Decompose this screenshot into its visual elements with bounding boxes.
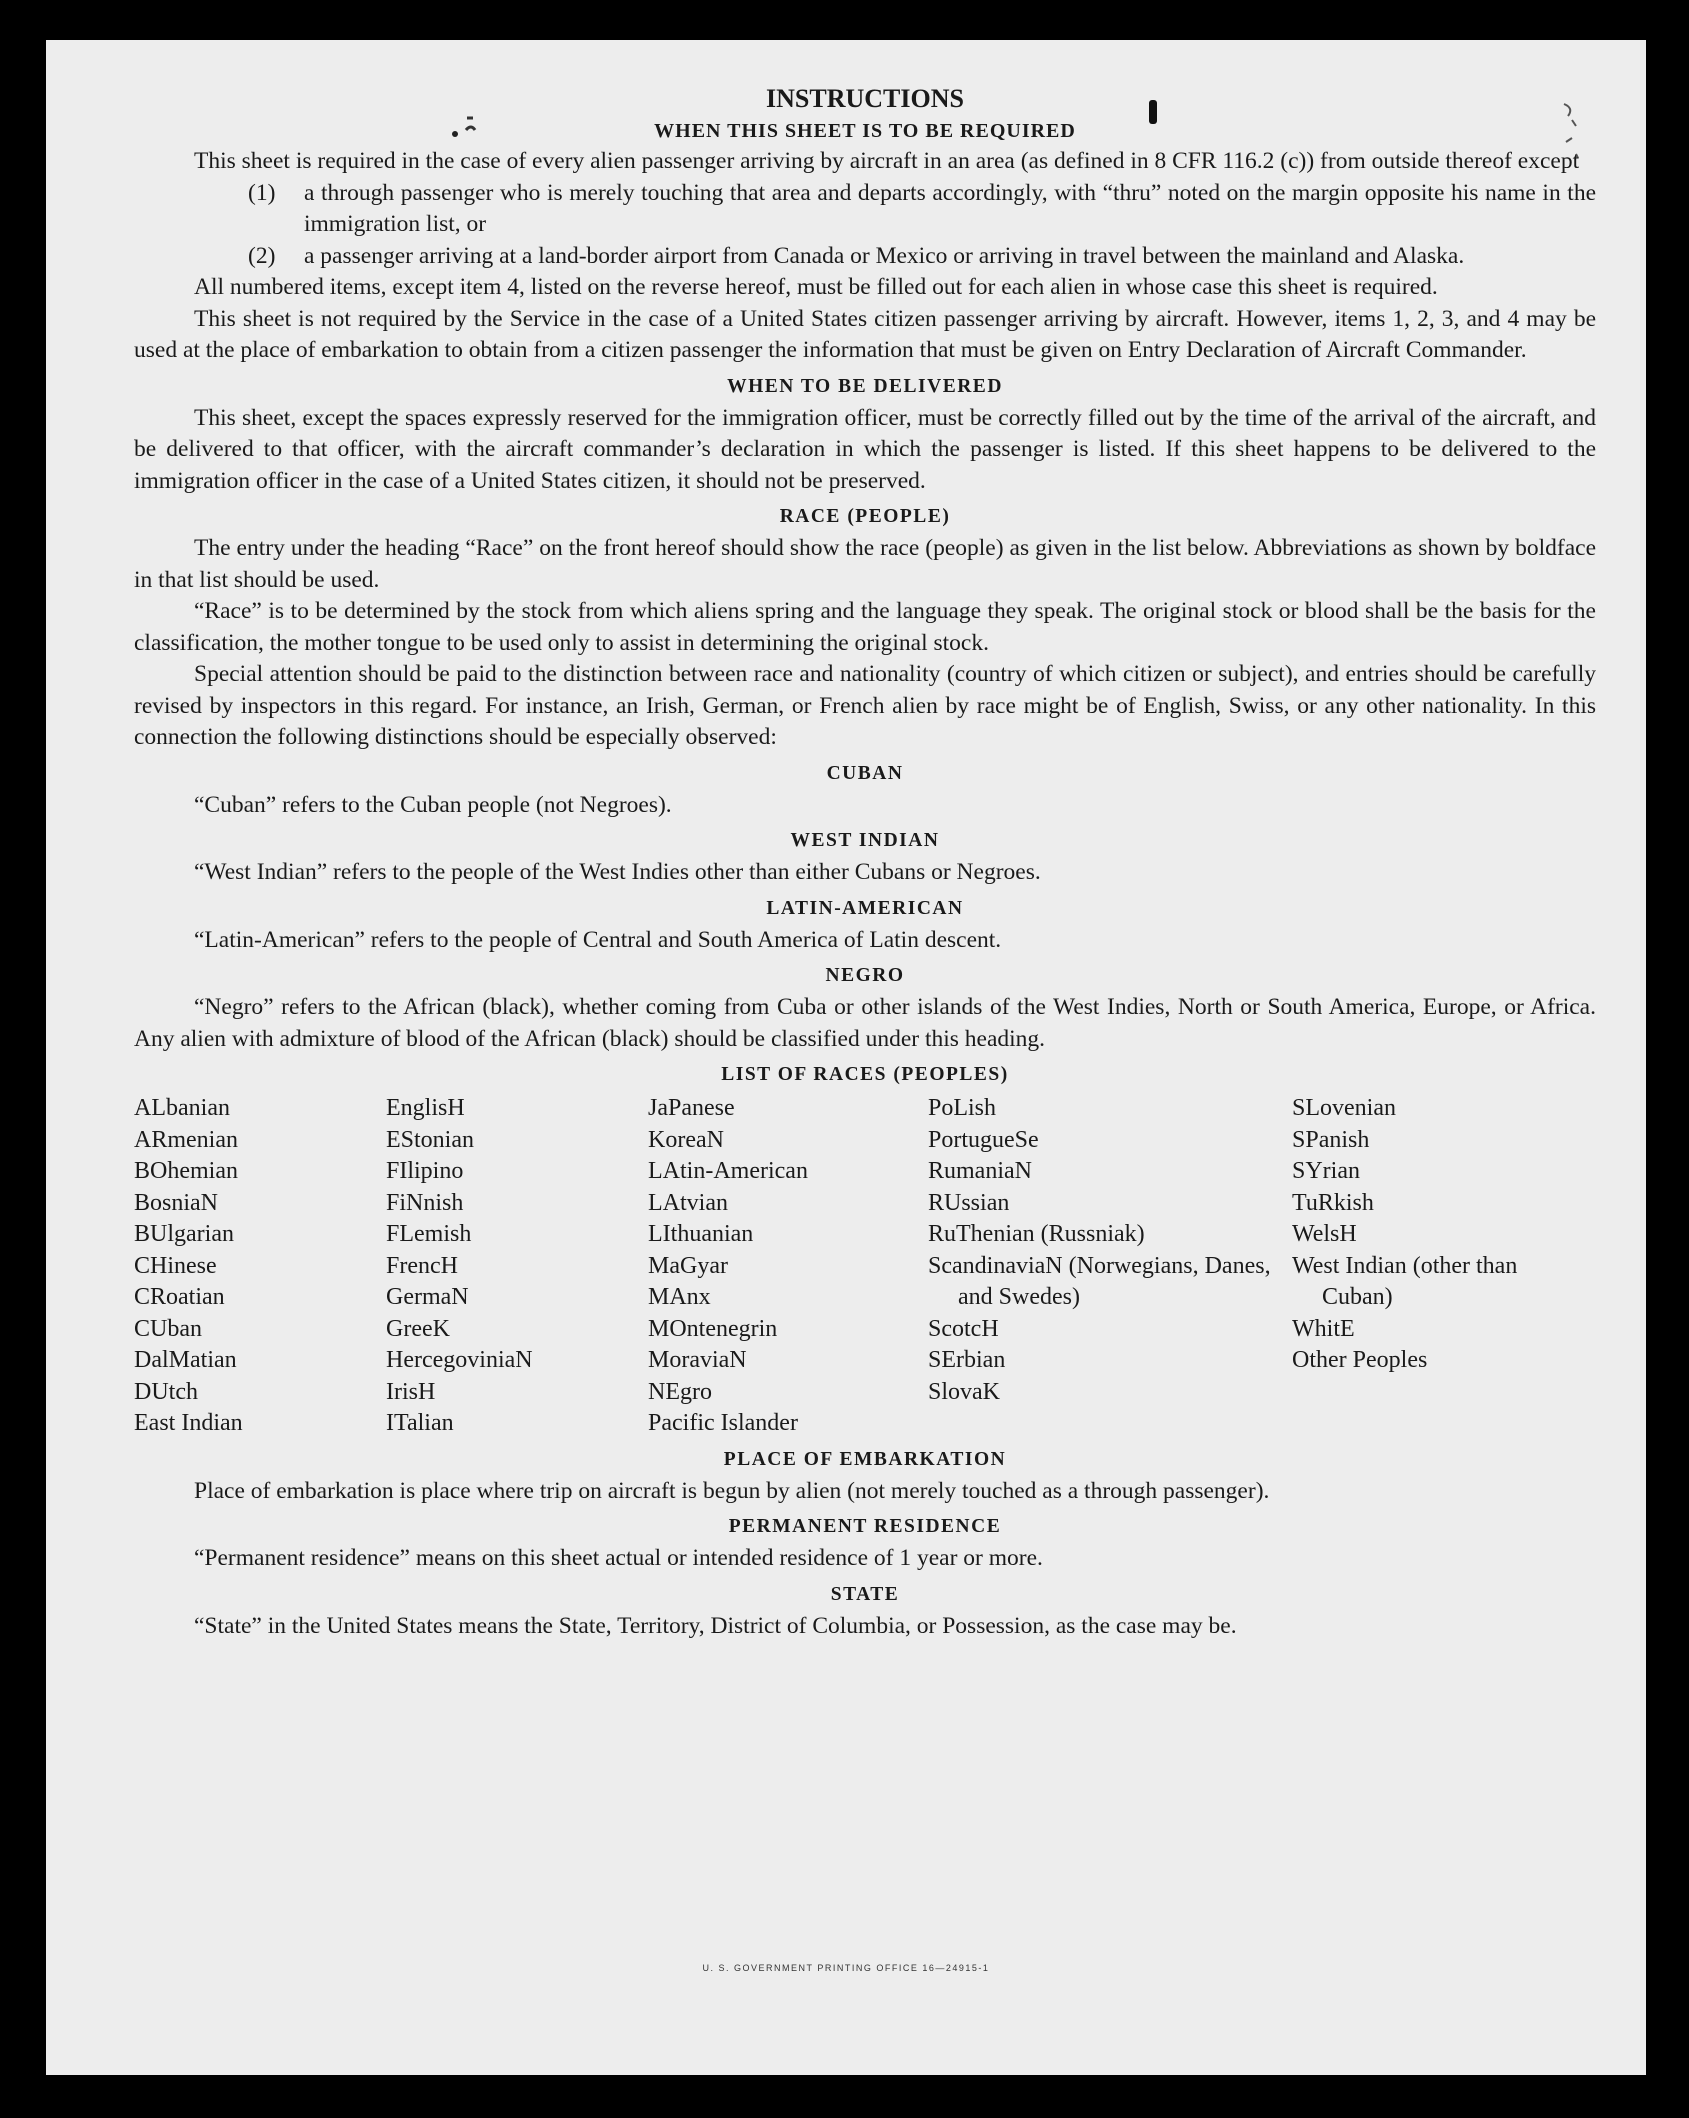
race-entry: MOntenegrin	[648, 1315, 778, 1342]
paragraph: This sheet is not required by the Service in the case of a United States citizen passenger arriving by aircraft. However, items 1, 2, 3, and 4 may be used at the place of embarkation to obtain from a citizen passenger the information that must be given on Entry Declaration of Aircraft Commander.	[134, 305, 1596, 363]
race-entry: RUssian	[928, 1189, 1010, 1216]
race-entry: WelsH	[1292, 1221, 1357, 1247]
race-entry: ITalian	[386, 1410, 454, 1436]
race-entry: PortugueSe	[928, 1126, 1039, 1153]
race-entry: SErbian	[928, 1347, 1006, 1373]
section-heading-west-indian: WEST INDIAN	[790, 830, 940, 851]
paragraph: “Race” is to be determined by the stock from which aliens spring and the language they speak. The original stock or blood shall be the basis for the classification, the mother tongue to be used only to assist in determining the original stock.	[134, 598, 1596, 656]
item-text: a through passenger who is merely touching that area and departs accordingly, with “thru” noted on the margin opposite his name in the immigration list, or	[304, 179, 1596, 237]
paragraph: Place of embarkation is place where trip on aircraft is begun by alien (not merely touched as a through passenger).	[194, 1477, 1270, 1504]
race-entry: RuThenian (Russniak)	[928, 1221, 1145, 1247]
paragraph: “West Indian” refers to the people of the West Indies other than either Cubans or Negroes.	[194, 859, 1041, 885]
race-entry: LAtin-American	[648, 1158, 808, 1184]
document-sheet	[46, 40, 1646, 2075]
section-heading-place-of-embarkation: PLACE OF EMBARKATION	[723, 1448, 1007, 1470]
race-entry: LAtvian	[648, 1189, 728, 1216]
section-heading-race: RACE (PEOPLE)	[779, 506, 951, 527]
race-entry: PoLish	[928, 1095, 997, 1121]
section-heading-cuban: CUBAN	[826, 762, 904, 784]
race-entry: BosniaN	[134, 1189, 218, 1216]
section-heading-when-delivered: WHEN TO BE DELIVERED	[727, 375, 1003, 397]
race-entry: JaPanese	[648, 1095, 735, 1121]
race-entry: BUlgarian	[134, 1221, 234, 1247]
race-entry: DalMatian	[134, 1347, 237, 1373]
race-entry: CRoatian	[134, 1284, 225, 1310]
race-entry: West Indian (other than Cuban)	[1292, 1252, 1518, 1310]
race-entry: RumaniaN	[928, 1158, 1032, 1184]
paragraph: All numbered items, except item 4, listed on the reverse hereof, must be filled out for each alien in whose case this sheet is required.	[194, 274, 1438, 300]
race-entry: FrencH	[386, 1252, 458, 1279]
race-column	[928, 1093, 1292, 1440]
section-heading-state: STATE	[830, 1583, 900, 1605]
race-column	[1292, 1093, 1550, 1440]
race-entry: TuRkish	[1292, 1189, 1374, 1216]
item-number: (1)	[248, 179, 276, 206]
race-entry: FIlipino	[386, 1158, 464, 1184]
paragraph: The entry under the heading “Race” on the front hereof should show the race (people) as given in the list below. Abbreviations as shown by boldface in that list should be used.	[134, 535, 1596, 593]
section-heading-list-of-races: LIST OF RACES (PEOPLES)	[721, 1064, 1009, 1085]
item-number: (2)	[248, 242, 276, 269]
race-entry: ScotcH	[928, 1315, 999, 1342]
race-entry: MaGyar	[648, 1252, 728, 1279]
race-column	[386, 1093, 648, 1440]
race-entry: SPanish	[1292, 1126, 1370, 1153]
race-entry: SlovaK	[928, 1378, 1000, 1405]
race-entry: WhitE	[1292, 1315, 1355, 1342]
race-entry: FLemish	[386, 1221, 472, 1247]
race-column	[648, 1093, 928, 1440]
printing-office-footer: U. S. GOVERNMENT PRINTING OFFICE 16—24915-1	[702, 1963, 990, 1973]
race-entry: ScandinaviaN (Norwegians, Danes, and Swedes)	[928, 1252, 1271, 1310]
race-entry: EnglisH	[386, 1095, 465, 1121]
instructions-content	[134, 82, 1596, 1642]
paragraph: “Cuban” refers to the Cuban people (not Negroes).	[194, 791, 672, 818]
race-entry: HercegoviniaN	[386, 1347, 533, 1373]
exception-item	[248, 241, 1596, 273]
race-entry: CHinese	[134, 1252, 217, 1279]
paragraph: This sheet, except the spaces expressly reserved for the immigration officer, must be correctly filled out by the time of the arrival of the aircraft, and be delivered to that officer, with the aircraft commander’s declaration in which the passenger is listed. If this sheet happens to be delivered to the immigration officer in the case of a United States citizen, it should not be preserved.	[134, 404, 1596, 494]
race-column	[134, 1093, 386, 1440]
race-entry: LIthuanian	[648, 1221, 754, 1247]
race-entry: ALbanian	[134, 1095, 230, 1121]
race-entry: ARmenian	[134, 1126, 238, 1153]
race-entry: MoraviaN	[648, 1347, 747, 1373]
race-list	[134, 1093, 1596, 1440]
race-entry: MAnx	[648, 1284, 711, 1310]
race-entry: FiNnish	[386, 1189, 464, 1216]
race-entry: GermaN	[386, 1284, 469, 1310]
race-entry: DUtch	[134, 1378, 198, 1405]
paragraph: “Latin-American” refers to the people of Central and South America of Latin descent.	[194, 926, 1002, 953]
page-title: INSTRUCTIONS	[766, 84, 964, 113]
race-entry: BOhemian	[134, 1158, 238, 1184]
race-entry: Other Peoples	[1292, 1347, 1428, 1373]
exception-item	[248, 178, 1596, 241]
race-entry: Pacific Islander	[648, 1410, 798, 1436]
paragraph: This sheet is required in the case of every alien passenger arriving by aircraft in an area (as defined in 8 CFR 116.2 (c)) from outside thereof except	[194, 148, 1580, 174]
race-entry: NEgro	[648, 1378, 712, 1405]
section-heading-negro: NEGRO	[825, 965, 905, 986]
race-entry: SLovenian	[1292, 1095, 1396, 1121]
race-entry: East Indian	[134, 1410, 243, 1436]
race-entry: SYrian	[1292, 1158, 1360, 1184]
section-heading-when-required: WHEN THIS SHEET IS TO BE REQUIRED	[654, 120, 1076, 142]
section-heading-latin-american: LATIN-AMERICAN	[766, 897, 964, 919]
race-entry: EStonian	[386, 1126, 474, 1153]
paragraph: “Permanent residence” means on this sheet actual or intended residence of 1 year or more.	[194, 1545, 1043, 1571]
race-entry: IrisH	[386, 1378, 436, 1405]
section-heading-permanent-residence: PERMANENT RESIDENCE	[728, 1516, 1002, 1537]
race-entry: CUban	[134, 1315, 202, 1342]
item-text: a passenger arriving at a land-border airport from Canada or Mexico or arriving in travel between the mainland and Alaska.	[304, 242, 1465, 269]
paragraph: “Negro” refers to the African (black), whether coming from Cuba or other islands of the West Indies, North or South America, Europe, or Africa. Any alien with admixture of blood of the African (black) should be classified under this heading.	[134, 994, 1596, 1052]
race-entry: GreeK	[386, 1315, 450, 1342]
race-entry: KoreaN	[648, 1126, 724, 1153]
paragraph: “State” in the United States means the State, Territory, District of Columbia, or Possession, as the case may be.	[194, 1612, 1237, 1639]
paragraph: Special attention should be paid to the distinction between race and nationality (country of which citizen or subject), and entries should be carefully revised by inspectors in this regard. For instance, an Irish, German, or French alien by race might be of English, Swiss, or any other nationality. In this connection the following distinctions should be especially observed:	[134, 661, 1596, 750]
